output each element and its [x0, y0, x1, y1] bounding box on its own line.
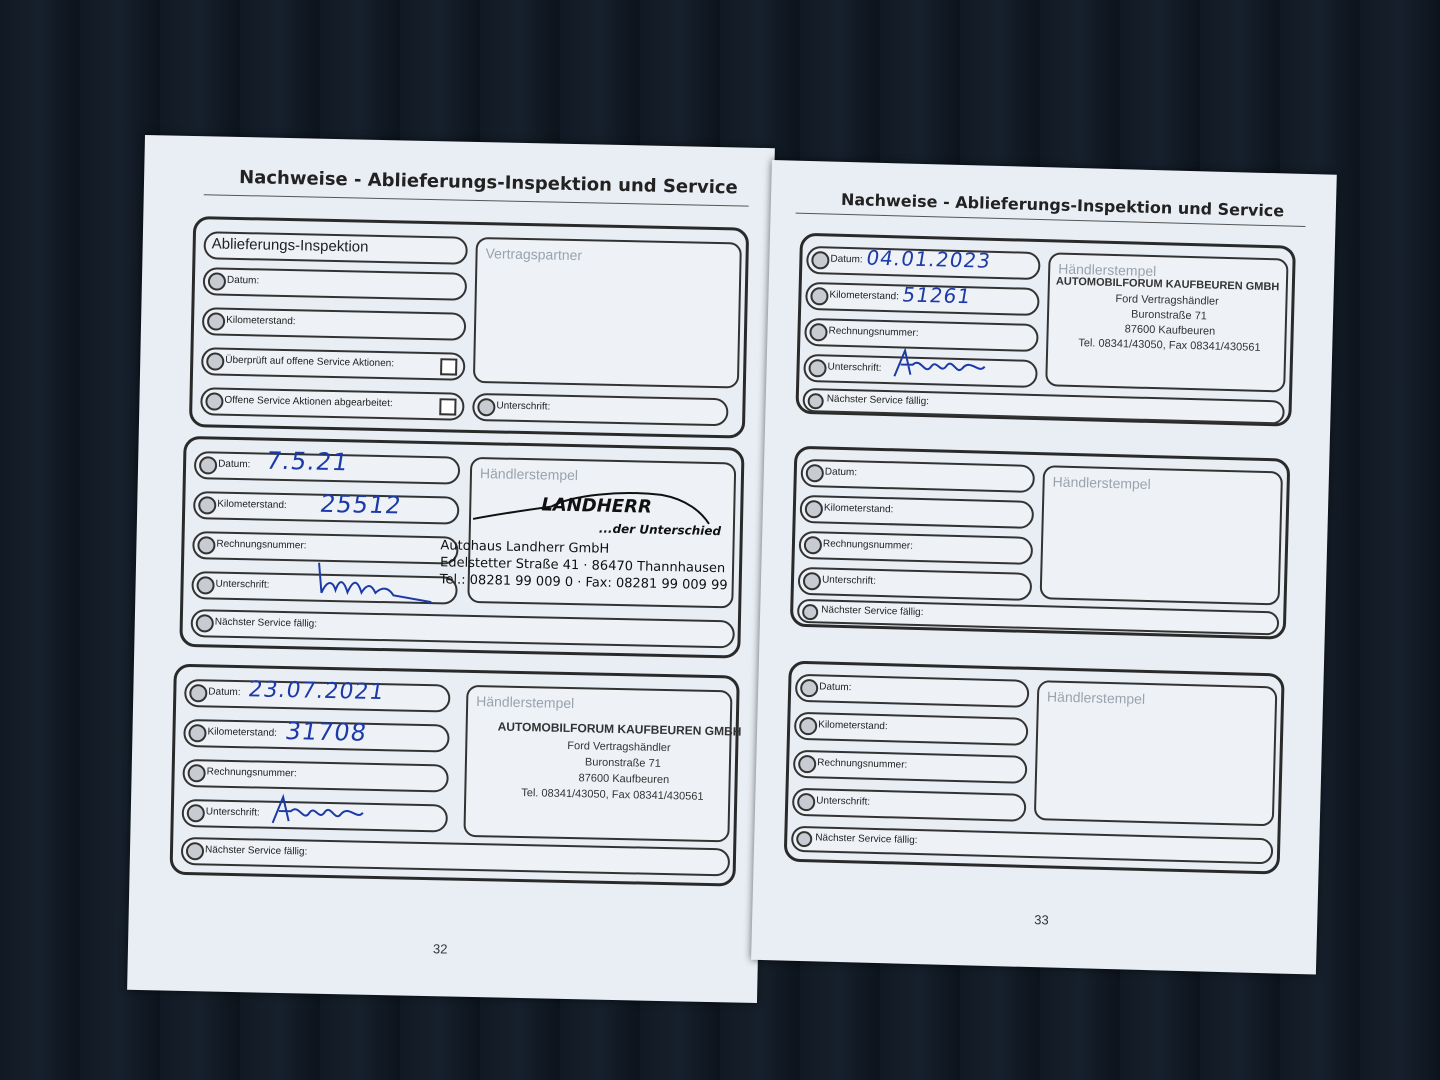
- invoice-number-field[interactable]: Rechnungsnummer:: [804, 318, 1039, 352]
- service-entry-box-1: [795, 233, 1296, 427]
- bullet-icon: [205, 392, 223, 410]
- right-page: [751, 160, 1337, 975]
- dealer-stamp-area: Händlerstempel: [1040, 465, 1283, 605]
- landherr-slogan: ...der Unterschied: [598, 521, 722, 539]
- next-service-field[interactable]: Nächster Service fällig:: [791, 826, 1274, 865]
- signature-field[interactable]: Unterschrift:: [472, 393, 729, 426]
- signature-field[interactable]: Unterschrift:: [191, 571, 458, 605]
- handwritten-date: 23.07.2021: [246, 677, 387, 706]
- bullet-icon: [206, 352, 224, 370]
- mileage-field[interactable]: Kilometerstand:: [794, 712, 1029, 746]
- page-title: Nachweise - Ablieferungs-Inspektion und Service: [238, 166, 738, 199]
- bullet-icon: [798, 755, 816, 773]
- bullet-icon: [802, 604, 818, 620]
- stamp-line-4: 87600 Kaufbeuren: [1124, 323, 1216, 338]
- bullet-icon: [198, 496, 216, 514]
- bullet-icon: [808, 359, 826, 377]
- delivery-inspection-box: [189, 216, 749, 439]
- next-service-field[interactable]: Nächster Service fällig:: [190, 609, 734, 648]
- bullet-icon: [810, 287, 828, 305]
- bullet-icon: [187, 764, 205, 782]
- signature-field[interactable]: Unterschrift:: [182, 799, 449, 833]
- invoice-number-field[interactable]: Rechnungsnummer:: [799, 531, 1034, 565]
- bullet-icon: [803, 572, 821, 590]
- page-number: 33: [1034, 912, 1049, 928]
- bullet-icon: [196, 576, 214, 594]
- checkbox[interactable]: [440, 358, 457, 375]
- next-service-field[interactable]: Nächster Service fällig:: [797, 599, 1279, 636]
- stamp-line-3: Buronstraße 71: [1130, 308, 1208, 323]
- delivery-inspection-heading: Ablieferungs-Inspektion: [203, 231, 468, 265]
- stamp-line-2: Edelstetter Straße 41 · 86470 Thannhausen: [439, 555, 726, 577]
- stamp-line-3: Buronstraße 71: [584, 756, 661, 770]
- bullet-icon: [806, 464, 824, 482]
- bullet-icon: [207, 312, 225, 330]
- date-field[interactable]: Datum: 04.01.2023: [806, 246, 1041, 280]
- bullet-icon: [187, 804, 205, 822]
- bullet-icon: [805, 500, 823, 518]
- service-entry-box-2: [790, 446, 1291, 640]
- handwritten-mileage: 51261: [900, 282, 974, 309]
- bullet-icon: [477, 398, 495, 416]
- date-field[interactable]: Datum:: [800, 459, 1035, 493]
- stamp-line-4: 87600 Kaufbeuren: [578, 772, 670, 787]
- mileage-field[interactable]: Kilometerstand:: [202, 307, 467, 341]
- handwritten-mileage: 31708: [283, 717, 370, 747]
- signature-field[interactable]: Unterschrift:: [803, 354, 1038, 388]
- stamp-line-1: AUTOMOBILFORUM KAUFBEUREN GMBH: [1055, 275, 1280, 294]
- bullet-icon: [199, 456, 217, 474]
- bullet-icon: [796, 831, 812, 847]
- bullet-icon: [189, 684, 207, 702]
- partner-stamp-area: Vertragspartner: [473, 237, 742, 389]
- bullet-icon: [196, 614, 214, 632]
- handwritten-signature: [313, 558, 444, 611]
- mileage-field[interactable]: Kilometerstand: 31708: [183, 719, 450, 753]
- landherr-logo-text: LANDHERR: [541, 494, 653, 518]
- stamp-line-2: Ford Vertragshändler: [1115, 293, 1219, 308]
- stamp-line-1: Autohaus Landherr GmbH: [440, 538, 610, 557]
- dealer-stamp-area: Händlerstempel LANDHERR ...der Unterschied Autohaus Landherr GmbH Edelstetter Straße 41 · 86470 Thannhausen Tel.: 08281 99 009 0 · Fax: 08281 99 009 99: [467, 457, 736, 609]
- stamp-line-5: Tel. 08341/43050, Fax 08341/430561: [521, 787, 704, 803]
- dealer-stamp-area: Händlerstempel AUTOMOBILFORUM KAUFBEUREN GMBH Ford Vertragshändler Buronstraße 71 87600 Kaufbeuren Tel. 08341/43050, Fax 08341/430561: [463, 685, 732, 843]
- bullet-icon: [804, 536, 822, 554]
- handwritten-signature: [268, 793, 369, 831]
- handwritten-signature: [890, 346, 991, 385]
- mileage-field[interactable]: Kilometerstand: 25512: [193, 491, 460, 525]
- handwritten-mileage: 25512: [318, 489, 404, 520]
- dealer-stamp-area: Händlerstempel AUTOMOBILFORUM KAUFBEUREN GMBH Ford Vertragshändler Buronstraße 71 87600 Kaufbeuren Tel. 08341/43050, Fax 08341/430561: [1045, 252, 1288, 392]
- bullet-icon: [800, 679, 818, 697]
- signature-field[interactable]: Unterschrift:: [792, 788, 1027, 822]
- stamp-line-3: Tel.: 08281 99 009 0 · Fax: 08281 99 009 99: [439, 572, 728, 594]
- stamp-line-5: Tel. 08341/43050, Fax 08341/430561: [1078, 337, 1261, 354]
- completed-service-actions-field[interactable]: Offene Service Aktionen abgearbeitet:: [200, 387, 465, 421]
- bullet-icon: [208, 272, 226, 290]
- dealer-stamp-area: Händlerstempel: [1034, 680, 1278, 826]
- date-field[interactable]: Datum:: [795, 674, 1030, 708]
- invoice-number-field[interactable]: Rechnungsnummer:: [182, 759, 449, 793]
- bullet-icon: [797, 793, 815, 811]
- page-title: Nachweise - Ablieferungs-Inspektion und Service: [840, 189, 1285, 221]
- page-number: 32: [432, 941, 448, 957]
- bullet-icon: [811, 251, 829, 269]
- stamp-line-2: Ford Vertragshändler: [567, 739, 671, 755]
- next-service-field[interactable]: Nächster Service fällig:: [181, 837, 730, 876]
- bullet-icon: [186, 842, 204, 860]
- invoice-number-field[interactable]: Rechnungsnummer:: [192, 531, 459, 565]
- invoice-number-field[interactable]: Rechnungsnummer:: [793, 750, 1028, 784]
- date-field[interactable]: Datum:: [203, 267, 468, 301]
- date-field[interactable]: Datum: 23.07.2021: [184, 679, 451, 713]
- date-field[interactable]: Datum: 7.5.21: [194, 451, 461, 485]
- bullet-icon: [197, 536, 215, 554]
- bullet-icon: [807, 393, 823, 409]
- left-page: [127, 135, 775, 1003]
- checkbox[interactable]: [439, 398, 456, 415]
- bullet-icon: [799, 717, 817, 735]
- bullet-icon: [809, 323, 827, 341]
- handwritten-date: 7.5.21: [263, 446, 351, 477]
- mileage-field[interactable]: Kilometerstand:: [800, 495, 1035, 529]
- service-entry-box-3: [784, 661, 1285, 875]
- signature-field[interactable]: Unterschrift:: [798, 567, 1033, 601]
- mileage-field[interactable]: Kilometerstand: 51261: [805, 282, 1040, 316]
- next-service-field[interactable]: Nächster Service fällig:: [802, 388, 1284, 425]
- stamp-line-1: AUTOMOBILFORUM KAUFBEUREN GMBH: [497, 719, 742, 739]
- handwritten-date: 04.01.2023: [864, 245, 993, 273]
- checked-service-actions-field[interactable]: Überprüft auf offene Service Aktionen:: [201, 347, 466, 381]
- service-entry-box-1: [179, 436, 744, 659]
- service-entry-box-2: [170, 664, 740, 887]
- bullet-icon: [188, 724, 206, 742]
